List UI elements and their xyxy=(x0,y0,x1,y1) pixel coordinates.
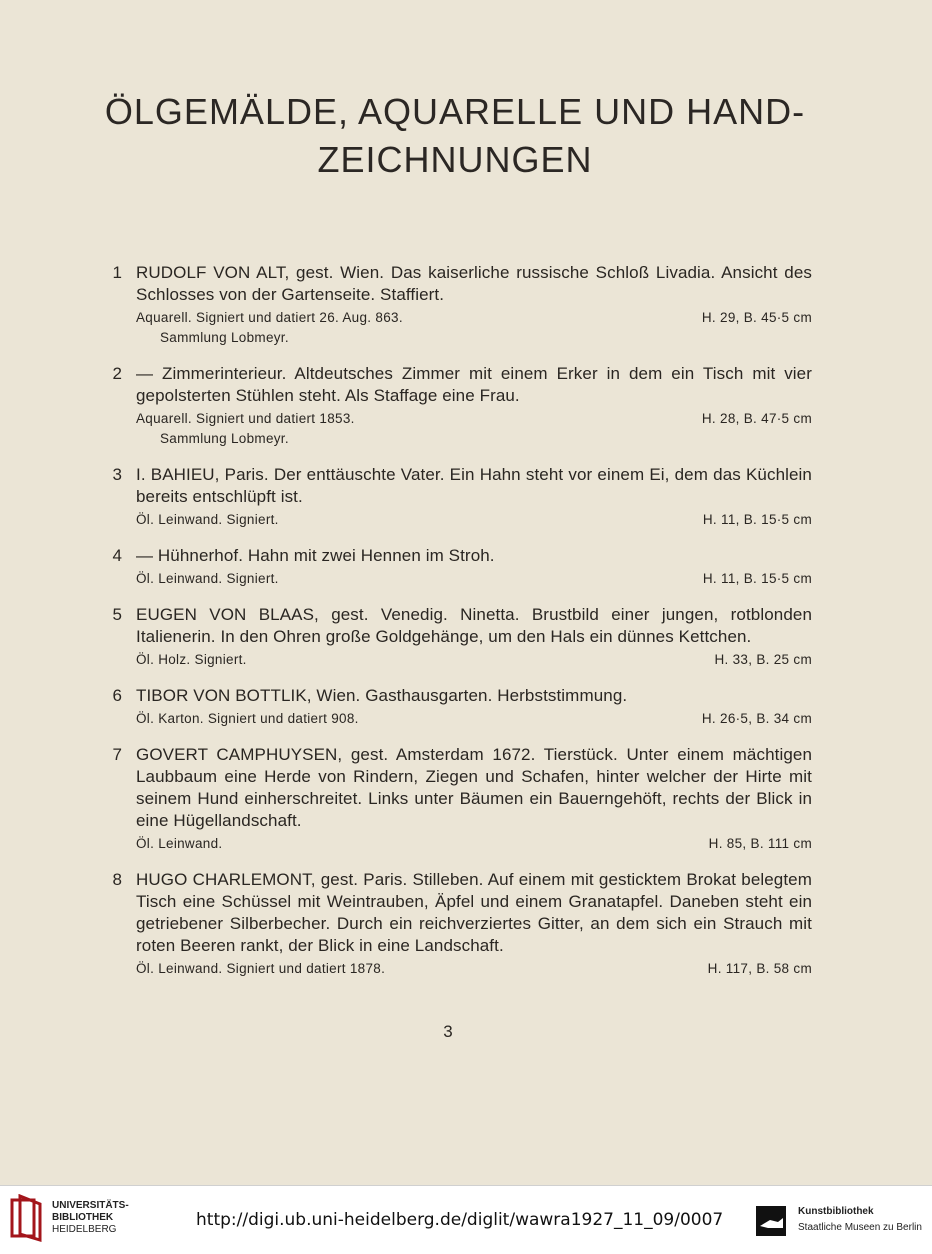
catalog-entry xyxy=(100,744,812,854)
entry-meta xyxy=(136,308,812,328)
entry-number: 4 xyxy=(112,546,122,565)
catalog-entry xyxy=(100,545,812,589)
entry-meta xyxy=(136,409,812,429)
entry-technique: Öl. Leinwand. xyxy=(136,836,223,851)
catalog-entry xyxy=(100,363,812,449)
catalog-entries xyxy=(100,262,812,994)
entry-number: 1 xyxy=(112,263,122,282)
entry-meta xyxy=(136,834,812,854)
entry-technique: Öl. Leinwand. Signiert und datiert 1878. xyxy=(136,961,386,976)
viewer-footer xyxy=(0,1185,932,1254)
catalog-entry xyxy=(100,464,812,530)
entry-size: H. 28, B. 47·5 cm xyxy=(701,411,812,426)
entry-description: GOVERT CAMPHUYSEN, gest. Amsterdam 1672. Tierstück. Unter einem mächtigen Laubbaum eine Herde von Rindern, Ziegen und Schafen, hinter welcher der Hirte mit seinem Hund einherschreitet. Links unter Bäumen ein Bauerngehöft, rechts der Blick in eine Hügellandschaft. xyxy=(136,745,812,830)
catalog-entry xyxy=(100,869,812,979)
entry-number: 6 xyxy=(112,686,122,705)
entry-description: — Hühnerhof. Hahn mit zwei Hennen im Stroh. xyxy=(136,546,495,565)
entry-provenance: Sammlung Lobmeyr. xyxy=(160,330,289,345)
entry-technique: Aquarell. Signiert und datiert 1853. xyxy=(136,411,355,426)
entry-size: H. 85, B. 111 cm xyxy=(708,836,812,851)
entry-provenance: Sammlung Lobmeyr. xyxy=(160,431,289,446)
title-line-2: ZEICHNUNGEN xyxy=(317,139,593,180)
entry-size: H. 117, B. 58 cm xyxy=(707,961,812,976)
kunstbibliothek-logo-icon xyxy=(756,1206,786,1236)
catalog-entry xyxy=(100,685,812,729)
permalink-url[interactable]: http://digi.ub.uni-heidelberg.de/diglit/wawra1927_11_09/0007 xyxy=(196,1210,724,1230)
entry-number: 3 xyxy=(112,465,122,484)
entry-meta xyxy=(136,650,812,670)
catalog-entry xyxy=(100,262,812,348)
entry-technique: Aquarell. Signiert und datiert 26. Aug. 863. xyxy=(136,310,403,325)
entry-description: I. BAHIEU, Paris. Der enttäuschte Vater. Ein Hahn steht vor einem Ei, dem das Küchlein bereits entschlüpft ist. xyxy=(136,465,812,506)
entry-size: H. 11, B. 15·5 cm xyxy=(702,571,812,586)
entry-description: — Zimmerinterieur. Altdeutsches Zimmer mit einem Erker in dem ein Tisch mit vier gepolsterten Stühlen steht. Als Staffage eine Frau. xyxy=(136,364,812,405)
entry-meta xyxy=(136,510,812,530)
entry-technique: Öl. Leinwand. Signiert. xyxy=(136,571,279,586)
entry-meta xyxy=(136,959,812,979)
page-title xyxy=(60,88,850,184)
entry-size: H. 11, B. 15·5 cm xyxy=(702,512,812,527)
entry-description: HUGO CHARLEMONT, gest. Paris. Stilleben. Auf einem mit gesticktem Brokat belegtem Tisch eine Schüssel mit Weintrauben, Äpfel und einem Granatapfel. Daneben steht ein getriebener Silberbecher. Durch ein reichverziertes Gitter, an dem sich ein Strauch mit roten Beeren rankt, der Blick in eine Landschaft. xyxy=(136,870,812,955)
entry-size: H. 29, B. 45·5 cm xyxy=(701,310,812,325)
entry-number: 8 xyxy=(112,870,122,889)
entry-description: TIBOR VON BOTTLIK, Wien. Gasthausgarten. Herbststimmung. xyxy=(136,686,628,705)
kunstbibliothek-name: Kunstbibliothek Staatliche Museen zu Berlin xyxy=(798,1206,922,1233)
entry-description: RUDOLF VON ALT, gest. Wien. Das kaiserliche russische Schloß Livadia. Ansicht des Schlosses von der Gartenseite. Staffiert. xyxy=(136,263,812,304)
entry-technique: Öl. Karton. Signiert und datiert 908. xyxy=(136,711,359,726)
entry-number: 5 xyxy=(112,605,122,624)
university-library-logo-icon xyxy=(10,1194,44,1244)
entry-meta xyxy=(136,709,812,729)
entry-meta xyxy=(136,569,812,589)
entry-technique: Öl. Leinwand. Signiert. xyxy=(136,512,279,527)
title-line-1: ÖLGEMÄLDE, AQUARELLE UND HAND- xyxy=(104,91,806,132)
university-library-name: UNIVERSITÄTS- BIBLIOTHEK HEIDELBERG xyxy=(52,1200,129,1235)
entry-number: 2 xyxy=(112,364,122,383)
entry-number: 7 xyxy=(112,745,122,764)
entry-size: H. 33, B. 25 cm xyxy=(714,652,812,667)
entry-technique: Öl. Holz. Signiert. xyxy=(136,652,247,667)
entry-description: EUGEN VON BLAAS, gest. Venedig. Ninetta. Brustbild einer jungen, rotblonden Italienerin. In den Ohren große Goldgehänge, um den Hals ein dünnes Kettchen. xyxy=(136,605,812,646)
page-number: 3 xyxy=(443,1022,453,1041)
catalog-entry xyxy=(100,604,812,670)
entry-size: H. 26·5, B. 34 cm xyxy=(701,711,812,726)
